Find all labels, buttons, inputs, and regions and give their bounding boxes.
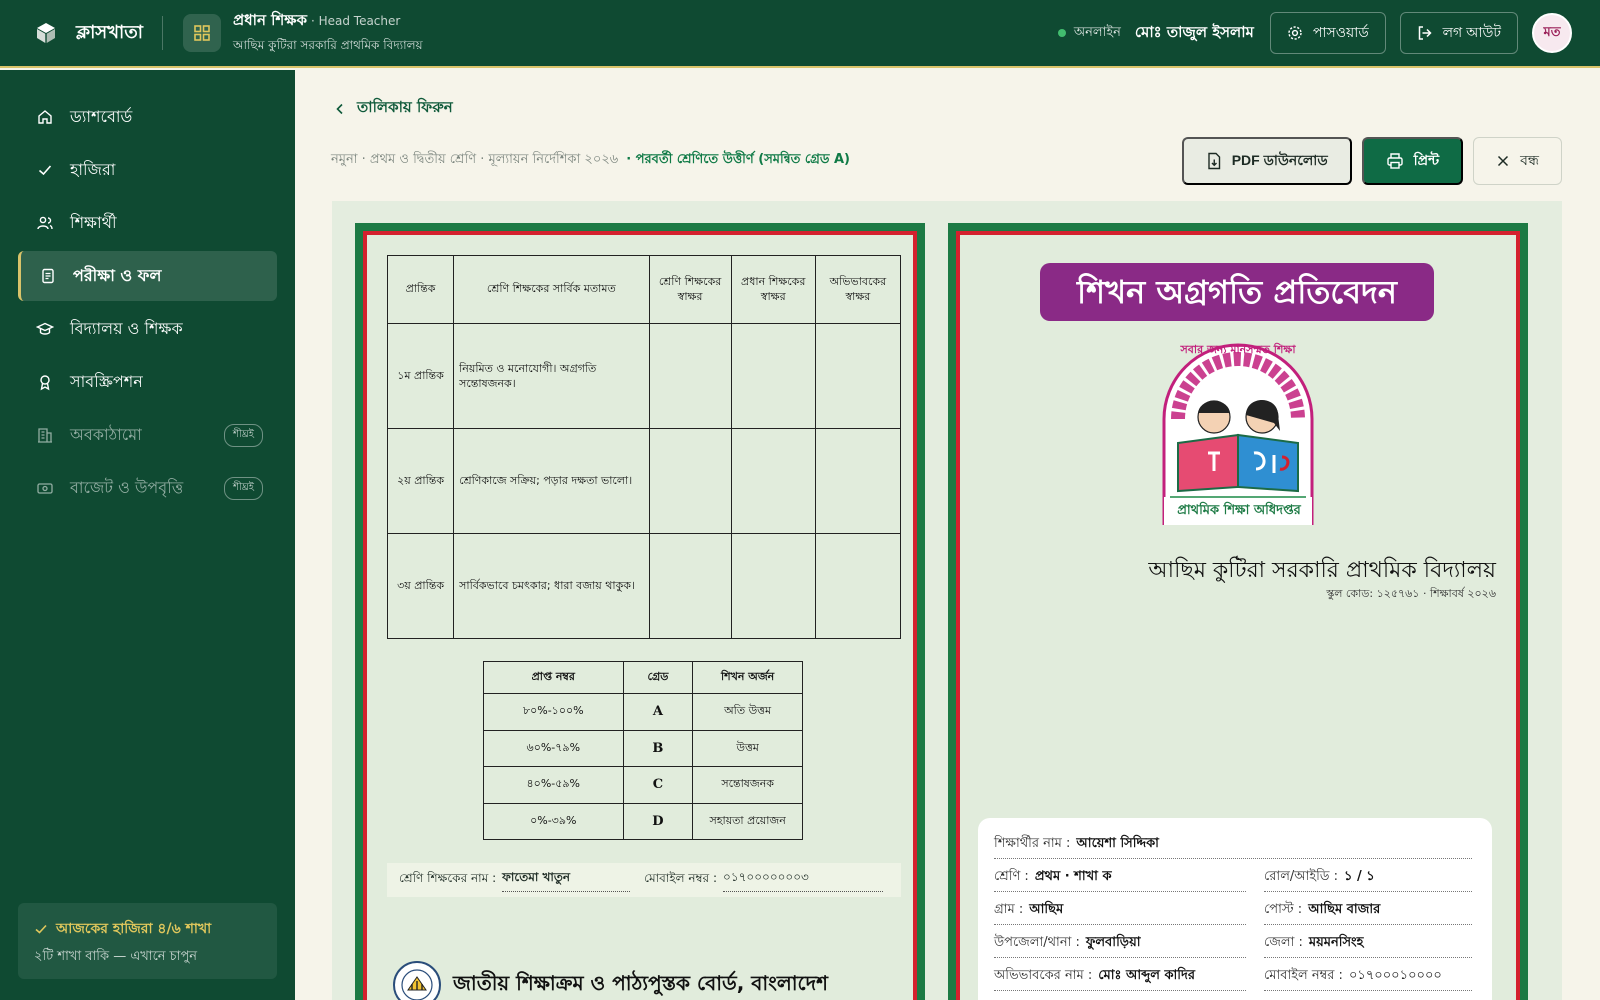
term-cell: ১ম প্রান্তিক (388, 324, 454, 429)
divider (162, 16, 163, 50)
teacher-mobile: ০১৭০০০০০০০৩ (723, 869, 883, 892)
guardian-field: অভিভাবকের নাম : মোঃ আব্দুল কাদির (994, 966, 1246, 991)
role-title-en: · Head Teacher (310, 14, 401, 28)
sidebar-item-infrastructure[interactable] (18, 410, 277, 460)
board-name: জাতীয় শিক্ষাক্রম ও পাঠ্যপুস্তক বোর্ড, বাংলাদেশ (453, 970, 828, 995)
table-header: শ্রেণি শিক্ষকের স্বাক্ষর (649, 256, 731, 324)
attendance-title: আজকের হাজিরা ৪/৬ শাখা (56, 921, 212, 937)
role-school: আছিম কুটিরা সরকারি প্রাথমিক বিদ্যালয় (233, 38, 423, 52)
report-preview-canvas (332, 201, 1562, 1000)
gear-icon (1287, 25, 1303, 41)
term-cell: ২য় প্রান্তিক (388, 429, 454, 534)
signature-cell (815, 324, 900, 429)
class-teacher-row (387, 863, 901, 897)
remark-cell: সার্বিকভাবে চমৎকার; ধারা বজায় থাকুক। (454, 534, 649, 639)
breadcrumb: নমুনা · প্রথম ও দ্বিতীয় শ্রেণি · মূল্যায়ন নির্দেশিকা ২০২৬ · পরবর্তী শ্রেণিতে উত্তীর্ণ (সমন্বিত গ্রেড A) (331, 152, 850, 167)
table-header: প্রধান শিক্ষকের স্বাক্ষর (731, 256, 815, 324)
check-icon (34, 922, 48, 936)
sidebar-item-label: সাবস্ক্রিপশন (70, 371, 143, 391)
badge-icon (36, 373, 54, 391)
board-footer (393, 961, 828, 1000)
users-icon (36, 214, 54, 232)
check-icon (36, 161, 54, 179)
printer-icon (1386, 152, 1404, 170)
table-header: অভিভাবকের স্বাক্ষর (815, 256, 900, 324)
grade-letter: C (623, 767, 693, 804)
logout-icon (1417, 25, 1433, 41)
sidebar-item-dashboard[interactable] (18, 92, 277, 142)
remark-cell: নিয়মিত ও মনোযোগী। অগ্রগতি সন্তোষজনক। (454, 324, 649, 429)
grade-label: উত্তম (693, 730, 803, 767)
table-row (388, 429, 901, 534)
signature-cell (649, 534, 731, 639)
table-header: শ্রেণি শিক্ষকের সার্বিক মতামত (454, 256, 649, 324)
dpe-logo-icon (1156, 339, 1320, 525)
dpe-logo-caption: প্রাথমিক শিক্ষা অধিদপ্তর (1177, 503, 1301, 518)
app-name: ক্লাসখাতা (76, 21, 143, 43)
attendance-reminder[interactable] (18, 903, 277, 979)
dpe-logo-motto: সবার জন্য মানসম্মত শিক্ষা (1180, 343, 1296, 356)
grade-letter: B (623, 730, 693, 767)
class-field: শ্রেণি : প্রথম · শাখা ক (994, 867, 1246, 892)
student-info-card (978, 818, 1492, 1000)
roll-field: রোল/আইডি : ১ / ১ (1264, 867, 1472, 892)
attendance-sub: ২টি শাখা বাকি — এখানে চাপুন (34, 949, 198, 964)
signature-cell (815, 534, 900, 639)
avatar[interactable]: মত (1532, 13, 1572, 53)
sidebar-item-label: অবকাঠামো (70, 424, 142, 444)
signature-cell (815, 429, 900, 534)
sidebar-item-label: শিক্ষার্থী (70, 212, 117, 232)
print-button[interactable]: প্রিন্ট (1362, 137, 1463, 185)
school-meta: স্কুল কোড: ১২৫৭৬১ · শিক্ষাবর্ষ ২০২৬ (1326, 587, 1496, 600)
report-page-front (948, 223, 1528, 1000)
grade-label: অতি উত্তম (693, 694, 803, 731)
village-field: গ্রাম : আছিম (994, 900, 1246, 925)
post-field: পোস্ট : আছিম বাজার (1264, 900, 1472, 925)
online-dot-icon (1058, 29, 1066, 37)
user-name: মোঃ তাজুল ইসলাম (1134, 22, 1254, 41)
table-header-row (388, 256, 901, 324)
sidebar-item-attendance[interactable] (18, 145, 277, 195)
home-icon (36, 108, 54, 126)
sidebar-nav (0, 70, 295, 513)
sidebar (0, 70, 295, 1000)
report-page-back (355, 223, 925, 1000)
chevron-left-icon (335, 103, 345, 115)
mobile-label: মোবাইল নম্বর : (644, 871, 718, 885)
teacher-label: শ্রেণি শিক্ষকের নাম : (399, 871, 497, 885)
sidebar-item-label: বিদ্যালয় ও শিক্ষক (70, 318, 183, 338)
logout-button[interactable]: লগ আউট (1400, 12, 1518, 54)
grade-range: ৬০%-৭৯% (484, 730, 624, 767)
document-icon (39, 267, 57, 285)
remarks-table (387, 255, 901, 639)
sidebar-item-label: হাজিরা (70, 159, 116, 179)
sidebar-item-subscription[interactable] (18, 357, 277, 407)
grid-icon (183, 14, 221, 52)
grade-letter: D (623, 803, 693, 840)
sidebar-item-label: বাজেট ও উপবৃত্তি (70, 477, 184, 497)
term-cell: ৩য় প্রান্তিক (388, 534, 454, 639)
file-download-icon (1206, 152, 1222, 170)
graduation-cap-icon (36, 320, 54, 338)
table-row (484, 694, 803, 731)
coming-soon-badge: শীঘ্রই (224, 477, 263, 500)
upazila-field: উপজেলা/থানা : ফুলবাড়িয়া (994, 933, 1246, 958)
table-row (388, 324, 901, 429)
sidebar-item-budget[interactable] (18, 463, 277, 513)
promotion-status: · পরবর্তী শ্রেণিতে উত্তীর্ণ (সমন্বিত গ্রেড A) (626, 152, 850, 167)
signature-cell (731, 534, 815, 639)
grade-letter: A (623, 694, 693, 731)
table-header: প্রাপ্ত নম্বর (484, 662, 624, 694)
close-button[interactable]: বন্ধ (1473, 137, 1562, 185)
signature-cell (731, 429, 815, 534)
coming-soon-badge: শীঘ্রই (224, 424, 263, 447)
grade-label: সহায়তা প্রয়োজন (693, 803, 803, 840)
remark-cell: শ্রেণিকাজে সক্রিয়; পড়ার দক্ষতা ভালো। (454, 429, 649, 534)
pdf-download-button[interactable]: PDF ডাউনলোড (1182, 137, 1352, 185)
online-status: অনলাইন (1058, 23, 1121, 44)
grade-range: ০%-৩৯% (484, 803, 624, 840)
district-field: জেলা : ময়মনসিংহ (1264, 933, 1472, 958)
table-row (484, 803, 803, 840)
back-to-list-link[interactable]: তালিকায় ফিরুন (335, 96, 453, 121)
sidebar-item-students[interactable] (18, 198, 277, 248)
table-row (388, 534, 901, 639)
signature-cell (731, 324, 815, 429)
teacher-name: ফাতেমা খাতুন (502, 869, 571, 884)
sidebar-item-exams[interactable] (18, 251, 277, 301)
student-name-field: শিক্ষার্থীর নাম : আয়েশা সিদ্দিকা (994, 834, 1472, 859)
signature-cell (649, 324, 731, 429)
sidebar-item-label: পরীক্ষা ও ফল (73, 265, 162, 285)
close-icon (1496, 154, 1510, 168)
grade-range: ৮০%-১০০% (484, 694, 624, 731)
nctb-logo-icon (393, 961, 441, 1000)
brand[interactable] (0, 18, 162, 49)
role-switcher[interactable] (183, 9, 423, 57)
sidebar-item-label: ড্যাশবোর্ড (70, 106, 133, 126)
table-header: গ্রেড (623, 662, 693, 694)
building-icon (36, 426, 54, 444)
main-content (295, 70, 1600, 1000)
table-header-row (484, 662, 803, 694)
sidebar-item-school-teachers[interactable] (18, 304, 277, 354)
signature-cell (649, 429, 731, 534)
table-header: শিখন অর্জন (693, 662, 803, 694)
grade-label: সন্তোষজনক (693, 767, 803, 804)
school-name: আছিম কুটিরা সরকারি প্রাথমিক বিদ্যালয় (1148, 558, 1496, 583)
grade-scale-table (483, 661, 803, 840)
role-title: প্রধান শিক্ষক · Head Teacher (233, 11, 401, 29)
guardian-mobile-field: মোবাইল নম্বর : ০১৭০০০১০০০০ (1264, 966, 1472, 991)
report-title: শিখন অগ্রগতি প্রতিবেদন (1040, 263, 1434, 321)
table-row (484, 767, 803, 804)
money-icon (36, 479, 54, 497)
cube-logo-icon (34, 21, 58, 45)
table-header: প্রান্তিক (388, 256, 454, 324)
top-bar (0, 0, 1600, 68)
table-row (484, 730, 803, 767)
password-button[interactable]: পাসওয়ার্ড (1270, 12, 1386, 54)
grade-range: ৪০%-৫৯% (484, 767, 624, 804)
